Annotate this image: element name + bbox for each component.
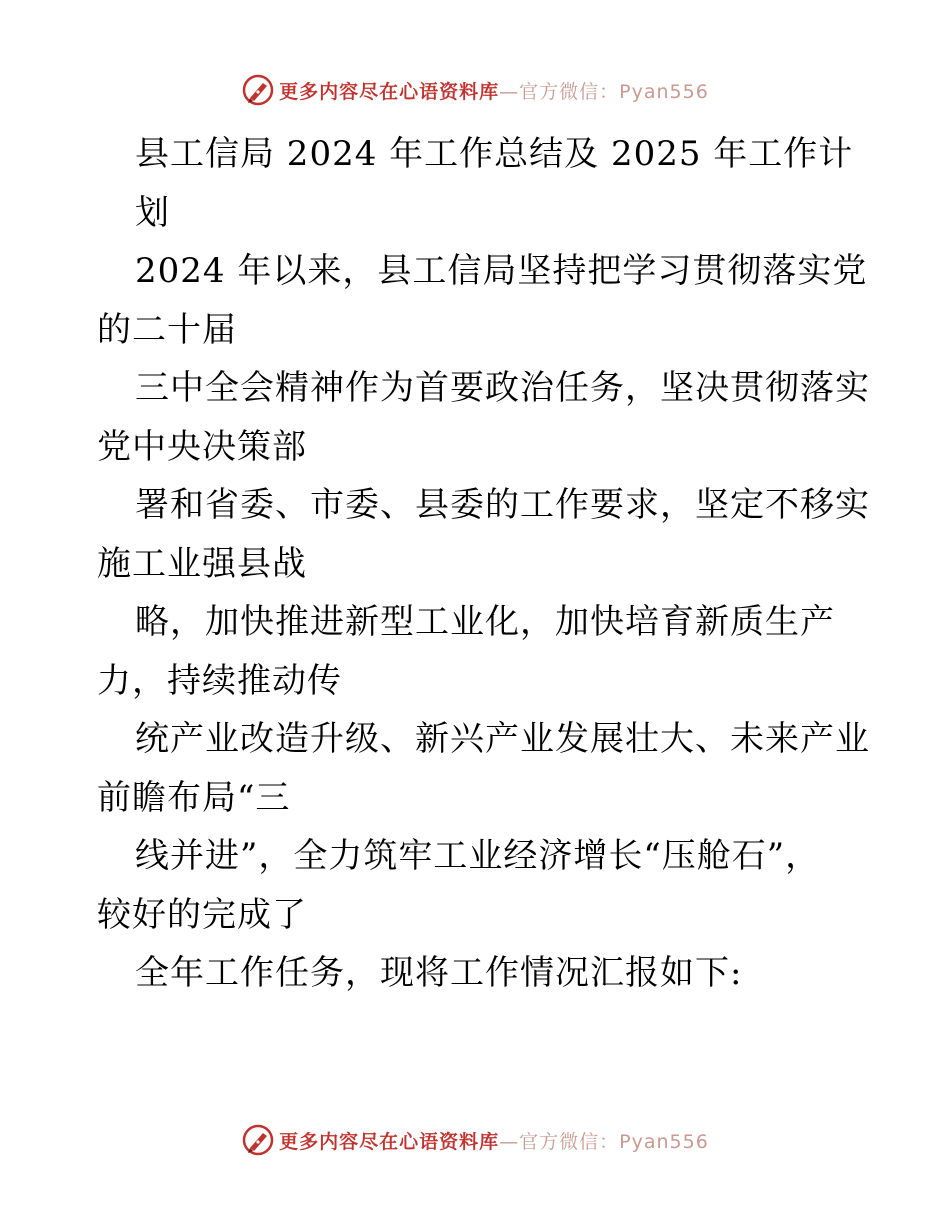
body-line: 略，加快推进新型工业化，加快培育新质生产 <box>135 602 835 642</box>
body-line: 署和省委、市委、县委的工作要求，坚定不移实 <box>135 485 870 525</box>
watermark-banner-bottom <box>0 1120 950 1160</box>
watermark-lead-text: 更多内容尽在心语资料库 <box>279 80 500 103</box>
body-line: 施工业强县战 <box>97 543 307 584</box>
watermark-text <box>279 1127 709 1154</box>
body-line: 前瞻布局“三 <box>97 777 291 818</box>
title-line-1: 县工信局 2024 年工作总结及 2025 年工作计 <box>135 134 854 174</box>
pen-logo-icon <box>241 73 275 107</box>
body-line: 线并进”，全力筑牢工业经济增长“压舱石”， <box>135 836 821 876</box>
watermark-tail-text: —官方微信：Pyan556 <box>499 80 709 103</box>
watermark-tail-text: —官方微信：Pyan556 <box>499 1130 709 1153</box>
pen-logo-icon <box>241 1123 275 1157</box>
watermark-text <box>279 77 709 104</box>
body-line: 党中央决策部 <box>97 426 307 467</box>
watermark-lead-text: 更多内容尽在心语资料库 <box>279 1130 500 1153</box>
body-line: 的二十届 <box>97 309 237 350</box>
body-line: 较好的完成了 <box>97 894 307 935</box>
body-line: 2024 年以来，县工信局坚持把学习贯彻落实党 <box>135 251 868 291</box>
body-line: 三中全会精神作为首要政治任务，坚决贯彻落实 <box>135 368 870 408</box>
title-line-2: 划 <box>135 192 170 233</box>
body-line: 力，持续推动传 <box>97 660 342 701</box>
body-line: 统产业改造升级、新兴产业发展壮大、未来产业 <box>135 719 870 759</box>
document-body <box>97 125 877 1003</box>
watermark-banner-top <box>0 70 950 110</box>
body-line: 全年工作任务，现将工作情况汇报如下: <box>135 953 743 993</box>
